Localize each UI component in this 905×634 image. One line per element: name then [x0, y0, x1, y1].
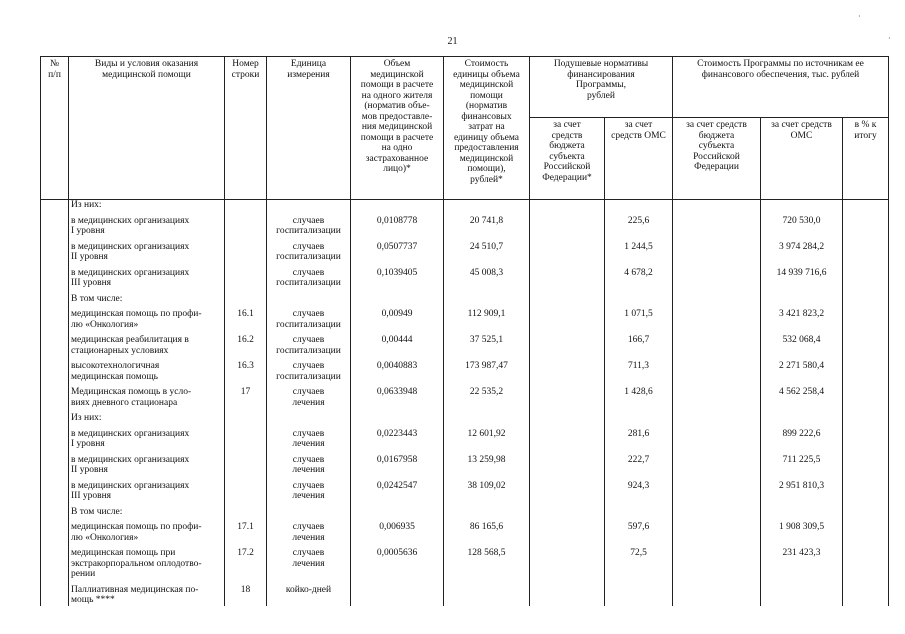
cell-prog-oms: 3 421 823,2 [761, 304, 843, 330]
cell-pc-budget [530, 289, 605, 305]
cell-cost [444, 408, 530, 424]
table-row [41, 502, 889, 518]
header-cost: Стоимость единицы объема медицинской помощи (норматив финансовых затрат на единицу объема предоставления медицинской помощи), рублей* [444, 57, 530, 200]
table-row [41, 543, 889, 580]
cell-pc-budget [530, 304, 605, 330]
cell-prog-budget [673, 330, 761, 356]
cell-pc-oms: 1 071,5 [605, 304, 673, 330]
cell-line [225, 263, 267, 289]
table-row [41, 330, 889, 356]
cell-cost: 128 568,5 [444, 543, 530, 580]
program-cost-table [40, 56, 889, 606]
header-pc-oms: за счет средств ОМС [605, 118, 673, 200]
cell-name: медицинская помощь при экстракорпоральном оплодотво- рении [69, 543, 225, 580]
cell-num [41, 502, 69, 518]
header-program-cost: Стоимость Программы по источникам ее финансового обеспечения, тыс. рублей [673, 57, 889, 118]
cell-cost [444, 502, 530, 518]
cell-prog-budget [673, 408, 761, 424]
header-prog-budget: за счет средств бюджета субъекта Российской Федерации [673, 118, 761, 200]
cell-pc-budget [530, 382, 605, 408]
cell-volume [351, 580, 444, 606]
cell-pc-budget [530, 580, 605, 606]
cell-pc-oms: 72,5 [605, 543, 673, 580]
cell-prog-pct [843, 580, 889, 606]
cell-prog-oms: 3 974 284,2 [761, 237, 843, 263]
cell-cost [444, 289, 530, 305]
cell-prog-oms [761, 580, 843, 606]
cell-unit: случаев лечения [267, 424, 351, 450]
cell-line [225, 450, 267, 476]
cell-name: в медицинских организациях I уровня [69, 211, 225, 237]
cell-num [41, 263, 69, 289]
header-pc-budget: за счет средств бюджета субъекта Российской Федерации* [530, 118, 605, 200]
cell-prog-pct [843, 450, 889, 476]
cell-pc-oms [605, 408, 673, 424]
cell-num [41, 200, 69, 211]
cell-name: в медицинских организациях II уровня [69, 237, 225, 263]
cell-cost [444, 200, 530, 211]
cell-pc-oms: 1 428,6 [605, 382, 673, 408]
table-row [41, 356, 889, 382]
cell-num [41, 450, 69, 476]
cell-num [41, 424, 69, 450]
cell-line [225, 211, 267, 237]
cell-pc-budget [530, 263, 605, 289]
cell-line [225, 502, 267, 518]
cell-prog-budget [673, 237, 761, 263]
cell-cost: 45 008,3 [444, 263, 530, 289]
table-row [41, 476, 889, 502]
cell-line: 18 [225, 580, 267, 606]
table-row [41, 580, 889, 606]
cell-num [41, 382, 69, 408]
cell-name: Медицинская помощь в усло- виях дневного стационара [69, 382, 225, 408]
cell-prog-oms [761, 200, 843, 211]
cell-prog-oms: 14 939 716,6 [761, 263, 843, 289]
cell-unit: случаев госпитализации [267, 211, 351, 237]
cell-volume: 0,0167958 [351, 450, 444, 476]
cell-pc-budget [530, 517, 605, 543]
cell-prog-pct [843, 330, 889, 356]
header-prog-oms: за счет средств ОМС [761, 118, 843, 200]
cell-num [41, 356, 69, 382]
cell-volume: 0,00949 [351, 304, 444, 330]
cell-line [225, 424, 267, 450]
cell-prog-pct [843, 502, 889, 518]
cell-prog-budget [673, 450, 761, 476]
cell-volume [351, 408, 444, 424]
cell-prog-oms: 2 271 580,4 [761, 356, 843, 382]
cell-prog-oms: 1 908 309,5 [761, 517, 843, 543]
cell-prog-budget [673, 211, 761, 237]
cell-pc-oms: 281,6 [605, 424, 673, 450]
cell-num [41, 237, 69, 263]
cell-volume: 0,0005636 [351, 543, 444, 580]
cell-prog-budget [673, 289, 761, 305]
cell-unit: случаев лечения [267, 517, 351, 543]
cell-prog-pct [843, 304, 889, 330]
cell-prog-budget [673, 543, 761, 580]
cell-name: в медицинских организациях I уровня [69, 424, 225, 450]
cell-volume: 0,0108778 [351, 211, 444, 237]
cell-prog-oms: 711 225,5 [761, 450, 843, 476]
cell-prog-budget [673, 476, 761, 502]
cell-cost: 24 510,7 [444, 237, 530, 263]
cell-num [41, 304, 69, 330]
cell-prog-budget [673, 580, 761, 606]
cell-num [41, 289, 69, 305]
cell-volume: 0,0040883 [351, 356, 444, 382]
cell-pc-budget [530, 502, 605, 518]
cell-line: 16.3 [225, 356, 267, 382]
cell-name: В том числе: [69, 289, 225, 305]
cell-name: в медицинских организациях III уровня [69, 263, 225, 289]
cell-volume: 0,006935 [351, 517, 444, 543]
cell-name: высокотехнологичная медицинская помощь [69, 356, 225, 382]
cell-cost: 20 741,8 [444, 211, 530, 237]
table-row [41, 450, 889, 476]
cell-unit [267, 502, 351, 518]
cell-prog-pct [843, 289, 889, 305]
cell-prog-budget [673, 356, 761, 382]
cell-volume: 0,00444 [351, 330, 444, 356]
cell-volume: 0,1039405 [351, 263, 444, 289]
table-row [41, 289, 889, 305]
cell-unit: случаев лечения [267, 450, 351, 476]
cell-num [41, 476, 69, 502]
cell-prog-oms: 231 423,3 [761, 543, 843, 580]
table-row [41, 304, 889, 330]
cell-prog-pct [843, 237, 889, 263]
cell-line [225, 200, 267, 211]
cell-unit: случаев лечения [267, 476, 351, 502]
cell-prog-pct [843, 543, 889, 580]
cell-pc-oms: 225,6 [605, 211, 673, 237]
cell-prog-budget [673, 200, 761, 211]
cell-pc-budget [530, 476, 605, 502]
cell-line [225, 476, 267, 502]
cell-num [41, 517, 69, 543]
cell-unit [267, 289, 351, 305]
cell-volume [351, 502, 444, 518]
header-num: № п/п [41, 57, 69, 200]
cell-name: Из них: [69, 408, 225, 424]
table-row [41, 424, 889, 450]
cell-prog-oms: 720 530,0 [761, 211, 843, 237]
cell-num [41, 211, 69, 237]
cell-unit [267, 200, 351, 211]
cell-prog-oms: 899 222,6 [761, 424, 843, 450]
cell-volume: 0,0507737 [351, 237, 444, 263]
cell-line [225, 237, 267, 263]
table-row [41, 408, 889, 424]
cell-name: медицинская помощь по профи- лю «Онкология» [69, 304, 225, 330]
cell-volume [351, 200, 444, 211]
cell-prog-budget [673, 424, 761, 450]
table-body [41, 200, 889, 606]
cell-pc-oms [605, 289, 673, 305]
cell-line [225, 408, 267, 424]
cell-pc-oms: 924,3 [605, 476, 673, 502]
cell-cost [444, 580, 530, 606]
header-unit: Единица измерения [267, 57, 351, 200]
cell-prog-pct [843, 200, 889, 211]
cell-pc-budget [530, 408, 605, 424]
cell-prog-oms [761, 289, 843, 305]
cell-cost: 173 987,47 [444, 356, 530, 382]
cell-pc-oms: 711,3 [605, 356, 673, 382]
cell-volume: 0,0223443 [351, 424, 444, 450]
cell-pc-oms: 166,7 [605, 330, 673, 356]
table-row [41, 382, 889, 408]
cell-prog-pct [843, 263, 889, 289]
header-types: Виды и условия оказания медицинской помощи [69, 57, 225, 200]
cell-cost: 22 535,2 [444, 382, 530, 408]
cell-volume: 0,0242547 [351, 476, 444, 502]
cell-prog-budget [673, 517, 761, 543]
cell-prog-budget [673, 502, 761, 518]
page-number: 21 [447, 36, 458, 47]
cell-name: Паллиативная медицинская по- мощь **** [69, 580, 225, 606]
cell-name: медицинская реабилитация в стационарных условиях [69, 330, 225, 356]
cell-unit: случаев госпитализации [267, 330, 351, 356]
cell-pc-budget [530, 450, 605, 476]
cell-name: В том числе: [69, 502, 225, 518]
header-volume: Объем медицинской помощи в расчете на одного жителя (норматив объе- мов предоставле- ния медицинской помощи в расчете на одно застрахованное лицо)* [351, 57, 444, 200]
cell-num [41, 330, 69, 356]
cell-pc-budget [530, 200, 605, 211]
cell-line: 17.1 [225, 517, 267, 543]
cell-prog-pct [843, 382, 889, 408]
cell-unit: койко-дней [267, 580, 351, 606]
cell-prog-budget [673, 304, 761, 330]
cell-prog-oms: 4 562 258,4 [761, 382, 843, 408]
cell-pc-budget [530, 543, 605, 580]
cell-pc-budget [530, 356, 605, 382]
header-per-capita: Подушевые нормативы финансирования Программы, рублей [530, 57, 673, 118]
cell-line: 17.2 [225, 543, 267, 580]
cell-unit [267, 408, 351, 424]
table-row [41, 200, 889, 211]
cell-prog-pct [843, 476, 889, 502]
cell-cost: 12 601,92 [444, 424, 530, 450]
cell-prog-pct [843, 424, 889, 450]
cell-name: медицинская помощь по профи- лю «Онкология» [69, 517, 225, 543]
header-prog-pct: в % к итогу [843, 118, 889, 200]
cell-cost: 86 165,6 [444, 517, 530, 543]
cell-pc-oms [605, 580, 673, 606]
cell-name: в медицинских организациях II уровня [69, 450, 225, 476]
cell-unit: случаев лечения [267, 543, 351, 580]
cell-pc-oms [605, 502, 673, 518]
cell-prog-pct [843, 517, 889, 543]
cell-volume [351, 289, 444, 305]
cell-prog-budget [673, 382, 761, 408]
cell-prog-oms [761, 502, 843, 518]
cell-pc-oms [605, 200, 673, 211]
cell-line: 16.2 [225, 330, 267, 356]
cell-pc-budget [530, 237, 605, 263]
cell-unit: случаев лечения [267, 382, 351, 408]
table-row [41, 237, 889, 263]
cell-cost: 112 909,1 [444, 304, 530, 330]
cell-pc-budget [530, 330, 605, 356]
cell-name: Из них: [69, 200, 225, 211]
cell-num [41, 543, 69, 580]
cell-pc-oms: 597,6 [605, 517, 673, 543]
cell-pc-oms: 222,7 [605, 450, 673, 476]
table-row [41, 263, 889, 289]
scan-mark: · [888, 34, 891, 43]
cell-num [41, 580, 69, 606]
cell-unit: случаев госпитализации [267, 356, 351, 382]
cell-line [225, 289, 267, 305]
cell-line: 16.1 [225, 304, 267, 330]
cell-prog-oms: 532 068,4 [761, 330, 843, 356]
cell-num [41, 408, 69, 424]
cell-prog-oms [761, 408, 843, 424]
cell-pc-budget [530, 211, 605, 237]
cell-pc-oms: 1 244,5 [605, 237, 673, 263]
table-row [41, 211, 889, 237]
cell-pc-oms: 4 678,2 [605, 263, 673, 289]
cell-cost: 37 525,1 [444, 330, 530, 356]
cell-prog-oms: 2 951 810,3 [761, 476, 843, 502]
cell-prog-pct [843, 211, 889, 237]
cell-prog-budget [673, 263, 761, 289]
cell-volume: 0,0633948 [351, 382, 444, 408]
cell-cost: 13 259,98 [444, 450, 530, 476]
cell-prog-pct [843, 408, 889, 424]
cell-unit: случаев госпитализации [267, 304, 351, 330]
cell-unit: случаев госпитализации [267, 263, 351, 289]
cell-pc-budget [530, 424, 605, 450]
scan-mark: · [858, 12, 861, 21]
cell-unit: случаев госпитализации [267, 237, 351, 263]
cell-cost: 38 109,02 [444, 476, 530, 502]
cell-prog-pct [843, 356, 889, 382]
header-line: Номер строки [225, 57, 267, 200]
cell-line: 17 [225, 382, 267, 408]
cell-name: в медицинских организациях III уровня [69, 476, 225, 502]
table-header-row [41, 57, 889, 118]
table-row [41, 517, 889, 543]
